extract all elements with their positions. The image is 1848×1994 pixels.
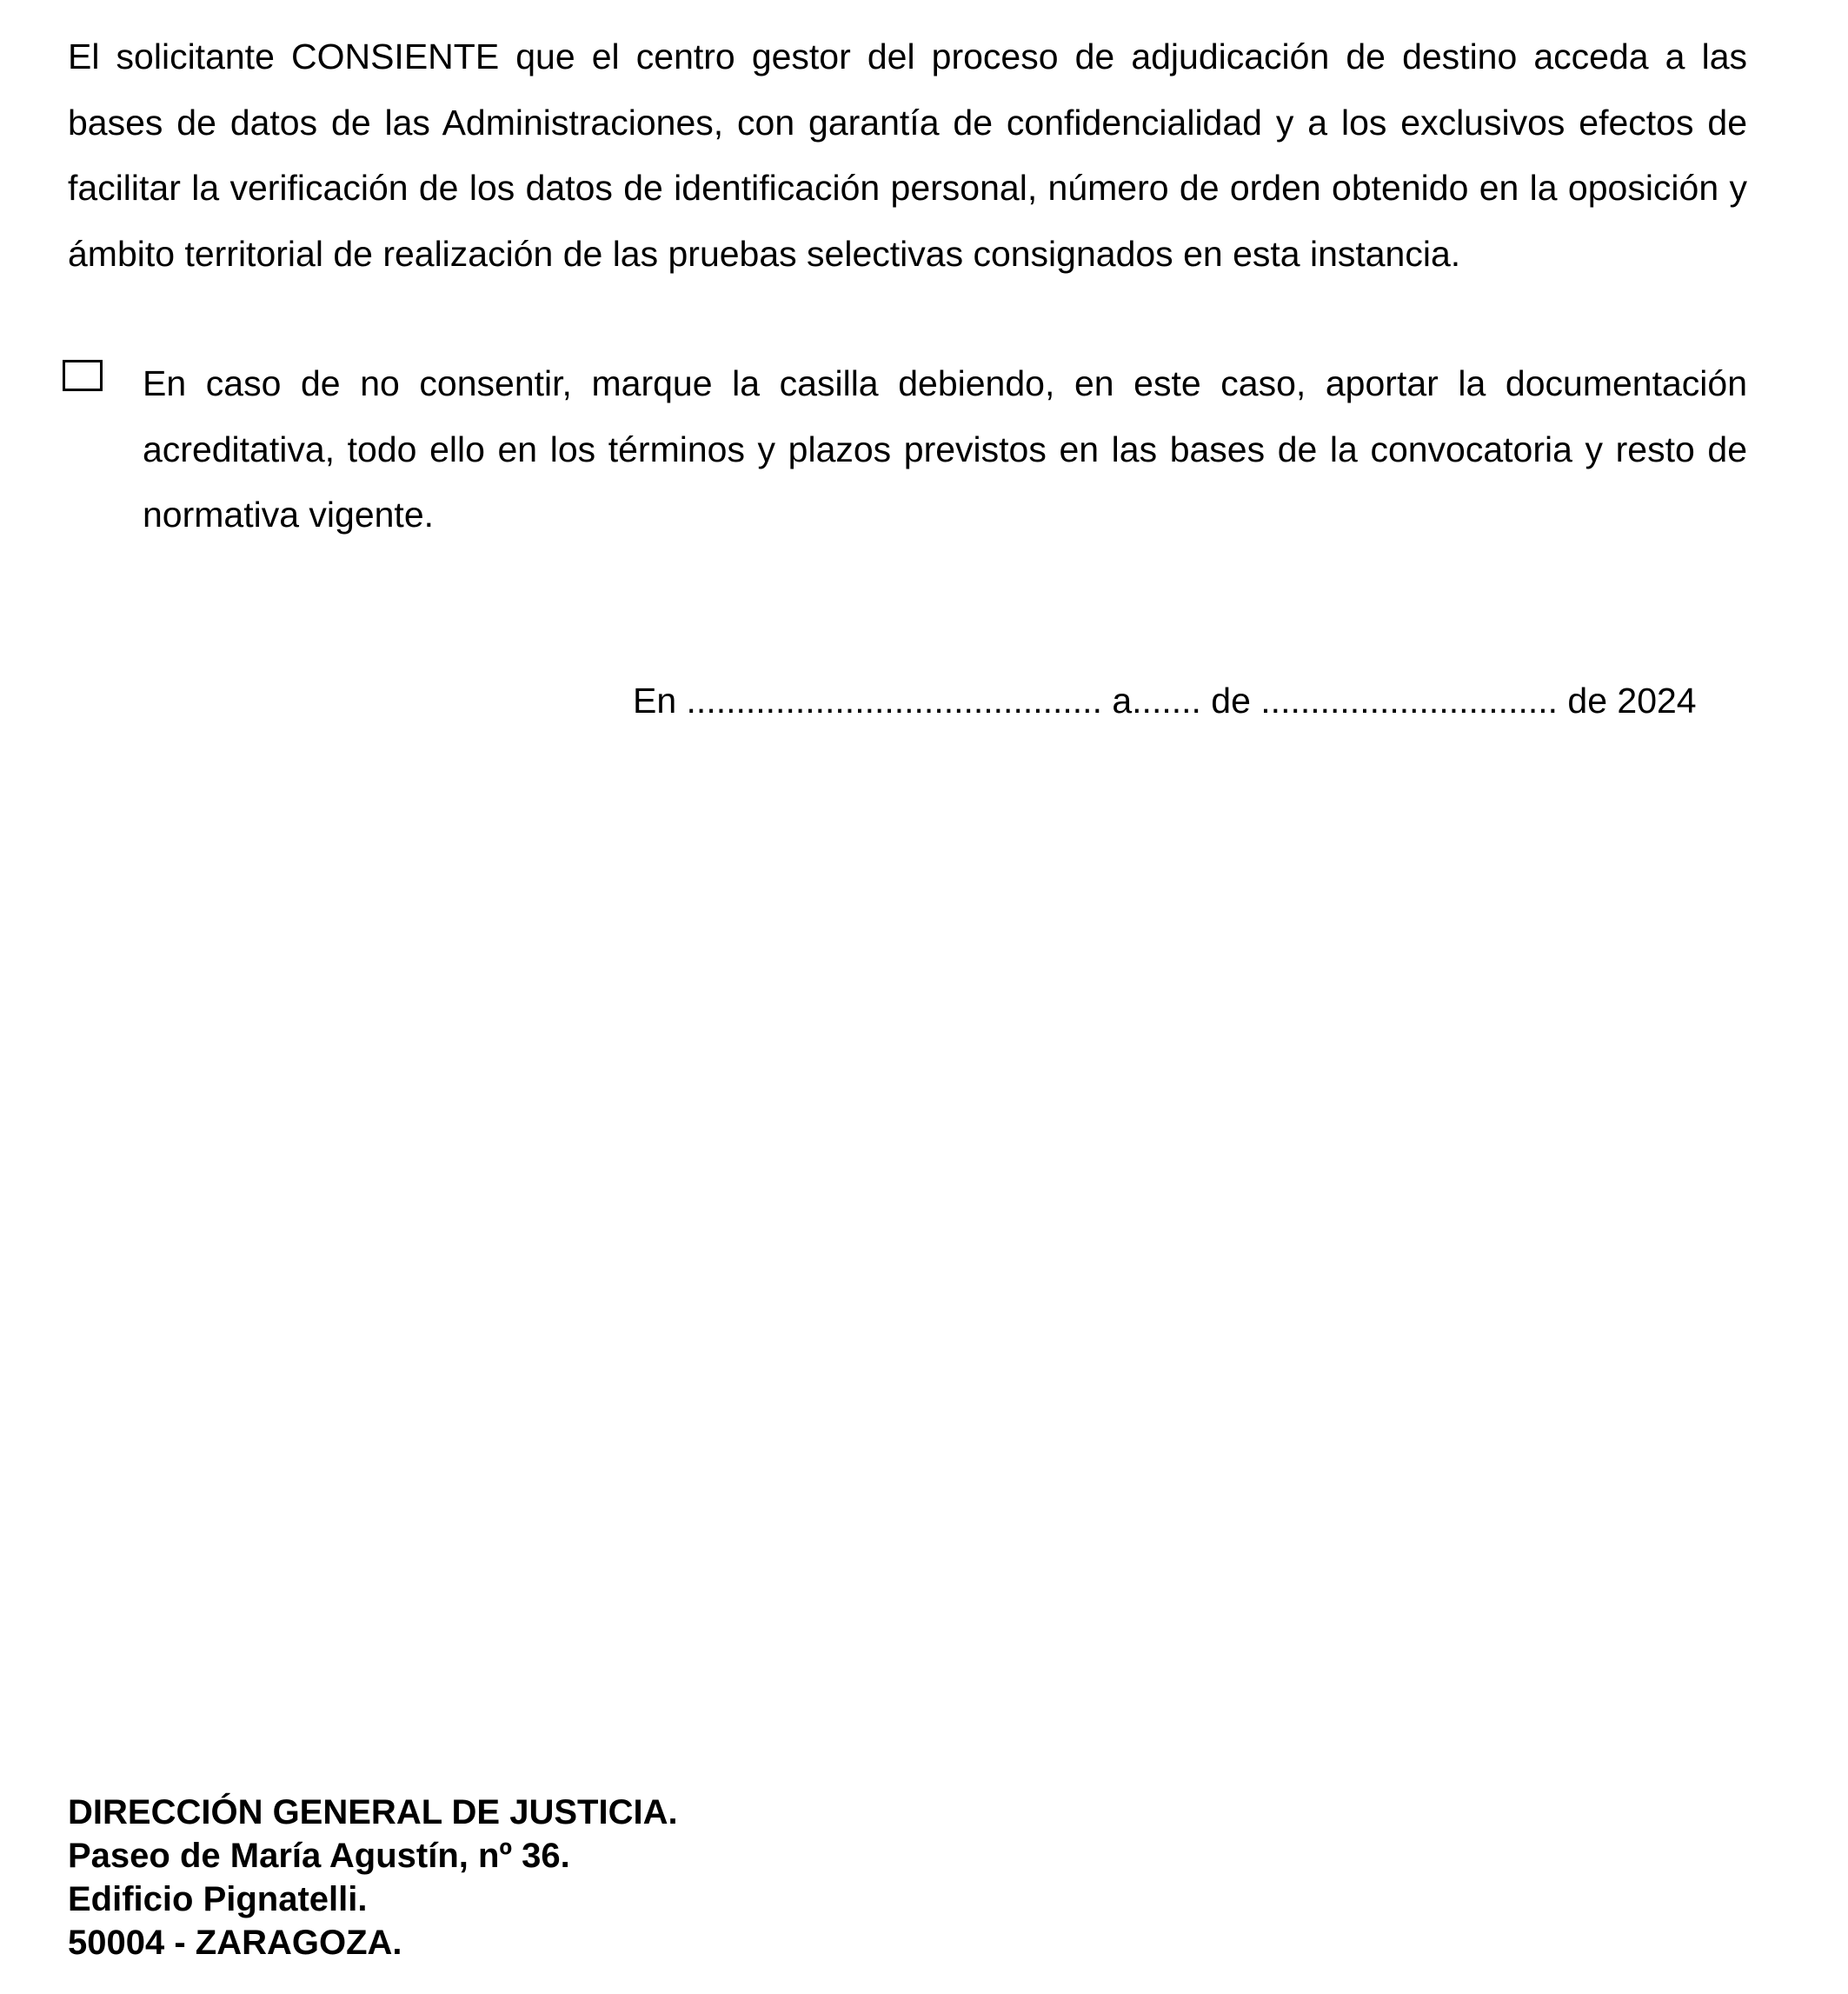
place-date-line: En .......................................... a....... de .............................. de 2024 <box>633 681 1697 721</box>
address-block <box>68 1791 1111 1964</box>
opt-out-row <box>61 351 1747 560</box>
address-line-street: Paseo de María Agustín, nº 36. <box>68 1837 570 1875</box>
address-line-city: 50004 - ZARAGOZA. <box>68 1924 402 1962</box>
opt-out-text: En caso de no consentir, marque la casilla debiendo, en este caso, aportar la documentación acreditativa, todo ello en los términos y plazos previstos en las bases de la convocatoria y resto de normativa vigente. <box>143 363 1747 535</box>
opt-out-checkbox[interactable] <box>63 360 103 391</box>
address-line-building: Edificio Pignatelli. <box>68 1880 368 1918</box>
consent-paragraph: El solicitante CONSIENTE que el centro gestor del proceso de adjudicación de destino acceda a las bases de datos de las Administraciones, con garantía de confidencialidad y a los exclusivos efectos de facilitar la verificación de los datos de identificación personal, número de orden obtenido en la oposición y ámbito territorial de realización de las pruebas selectivas consignados en esta instancia. <box>68 37 1747 274</box>
address-line-department: DIRECCIÓN GENERAL DE JUSTICIA. <box>68 1793 678 1831</box>
